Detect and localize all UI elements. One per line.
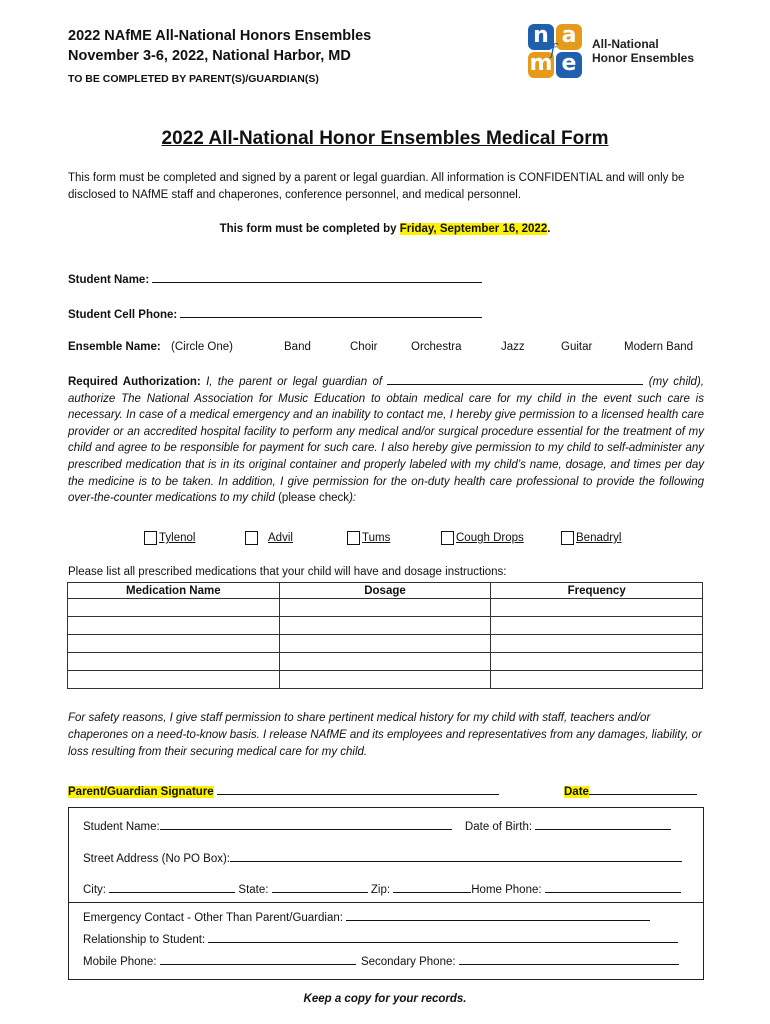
zip-label: Zip: (370, 884, 391, 896)
signature-label: Parent/Guardian Signature (68, 786, 214, 798)
checkbox-icon[interactable] (441, 531, 454, 545)
logo-tile-m: m (529, 51, 553, 76)
student-info-box (68, 807, 704, 903)
mobile-phone-label: Mobile Phone: (83, 956, 157, 968)
table-row (68, 617, 703, 635)
medication-table-header (68, 583, 703, 599)
date-input-line[interactable] (589, 783, 697, 795)
form-title: 2022 All-National Honor Ensembles Medical Form (161, 128, 609, 149)
authorization-check: check (319, 492, 350, 505)
table-row (68, 653, 703, 671)
frequency-cell[interactable] (491, 617, 703, 635)
city-line[interactable] (109, 881, 235, 893)
intro-paragraph: This form must be completed and signed by a parent or legal guardian. All information is CONFIDENTIAL and will only be disclosed to NAfME staff and chaperones, conference personnel, and medical personnel. (68, 172, 685, 201)
logo-f-mark: f (550, 40, 556, 59)
address-line[interactable] (230, 850, 682, 862)
authorization-please: (please (278, 492, 316, 505)
student-name-field (68, 271, 482, 286)
info-student-name-label: Student Name: (83, 821, 160, 833)
table-row (68, 599, 703, 617)
dosage-cell[interactable] (279, 671, 491, 689)
zip-line[interactable] (393, 881, 471, 893)
ensemble-option-band[interactable]: Band (284, 341, 311, 353)
mobile-phone-line[interactable] (160, 953, 356, 965)
deadline-notice (0, 223, 770, 235)
dosage-cell[interactable] (279, 653, 491, 671)
student-name-label: Student Name: (68, 274, 150, 286)
frequency-cell[interactable] (491, 671, 703, 689)
table-row (68, 671, 703, 689)
otc-tylenol-label: Tylenol (159, 532, 196, 544)
phone-row (83, 953, 679, 968)
medication-cell[interactable] (68, 671, 280, 689)
child-name-input-line[interactable] (387, 374, 643, 385)
date-label: Date (564, 786, 589, 798)
completion-note: TO BE COMPLETED BY PARENT(S)/GUARDIAN(S) (68, 73, 319, 85)
relationship-label: Relationship to Student: (83, 934, 206, 946)
otc-advil-label: Advil (268, 532, 293, 544)
event-title: 2022 NAfME All-National Honors Ensembles (68, 28, 372, 44)
otc-benadryl-label: Benadryl (576, 532, 622, 544)
relationship-line[interactable] (208, 931, 678, 943)
footer-note: Keep a copy for your records. (303, 993, 467, 1005)
emergency-contact-row (83, 909, 650, 924)
ensemble-option-orchestra[interactable]: Orchestra (411, 341, 462, 353)
student-name-input-line[interactable] (152, 271, 482, 283)
student-phone-input-line[interactable] (180, 306, 482, 318)
student-name-row (83, 818, 671, 833)
ensemble-option-modern-band[interactable]: Modern Band (624, 341, 694, 353)
otc-tums-label: Tums (362, 532, 391, 544)
checkbox-icon[interactable] (144, 531, 157, 545)
logo-tile-e: e (556, 52, 582, 78)
student-phone-field (68, 306, 482, 321)
medication-cell[interactable] (68, 617, 280, 635)
city-state-row (83, 881, 681, 896)
logo-wordmark (592, 37, 694, 65)
authorization-paragraph (68, 374, 704, 507)
authorization-part2: (my child), authorize The National Association for Music Education to obtain medical care for my child in the event such care is necessary. In case of a medical emergency and an inability to contact me, I hereby give permission to a licensed health care provider or an accredited hospital facility to perform any medical and/or surgical procedure essential for the treatment of my child and agree to be responsible for payment for such care. I also hereby give permission to my child to self-administer any prescribed medication that is in its original container and properly labeled with my child’s name, dosage, and times per day the medicine is to be taken. In addition, I give permission for the on-duty health care professional to provide the following over-the-counter medications to my child (68, 376, 704, 505)
table-row (68, 635, 703, 653)
safety-paragraph: For safety reasons, I give staff permission to share pertinent medical history for my child with staff, teachers and/or chaperones on a need-to-know basis. I release NAfME and its employees and representatives from any damages, liability, or loss resulting from their securing medical care for my child. (68, 712, 702, 758)
medication-cell[interactable] (68, 653, 280, 671)
city-label: City: (83, 884, 106, 896)
address-label: Street Address (No PO Box): (83, 853, 231, 865)
nafme-logo (528, 22, 698, 80)
state-line[interactable] (272, 881, 368, 893)
home-phone-line[interactable] (545, 881, 681, 893)
emergency-contact-label: Emergency Contact - Other Than Parent/Guardian: (83, 912, 343, 924)
medication-cell[interactable] (68, 599, 280, 617)
medication-cell[interactable] (68, 635, 280, 653)
dosage-cell[interactable] (279, 617, 491, 635)
otc-cough-drops-label: Cough Drops (456, 532, 524, 544)
signature-field (68, 783, 499, 798)
student-phone-label: Student Cell Phone: (68, 309, 178, 321)
dosage-cell[interactable] (279, 599, 491, 617)
relationship-row (83, 931, 678, 946)
medication-intro: Please list all prescribed medications that your child will have and dosage instructions: (68, 566, 507, 578)
deadline-prefix: This form must be completed by (219, 223, 400, 235)
checkbox-icon[interactable] (561, 531, 574, 545)
secondary-phone-line[interactable] (459, 953, 679, 965)
authorization-label: Required Authorization: (68, 376, 201, 388)
frequency-cell[interactable] (491, 599, 703, 617)
dob-label: Date of Birth: (464, 821, 533, 833)
dob-line[interactable] (535, 818, 671, 830)
ensemble-instruction: (Circle One) (171, 341, 233, 353)
medication-table (67, 582, 703, 689)
logo-line-2: Honor Ensembles (592, 51, 695, 65)
event-date-location: November 3-6, 2022, National Harbor, MD (68, 48, 351, 64)
checkbox-icon[interactable] (347, 531, 360, 545)
authorization-part1: I, the parent or legal guardian of (206, 376, 383, 388)
info-student-name-line[interactable] (160, 818, 452, 830)
otc-tums[interactable] (347, 531, 390, 545)
ensemble-option-guitar[interactable]: Guitar (561, 341, 593, 353)
ensemble-label: Ensemble Name: (68, 341, 161, 353)
header-medication-name: Medication Name (68, 583, 280, 599)
secondary-phone-label: Secondary Phone: (360, 956, 456, 968)
logo-tile-a: a (556, 24, 582, 50)
deadline-date: Friday, September 16, 2022 (399, 223, 548, 235)
form-header (68, 26, 371, 89)
logo-line-1: All-National (592, 37, 659, 51)
checkbox-icon[interactable] (245, 531, 258, 545)
header-dosage: Dosage (279, 583, 491, 599)
ensemble-option-choir[interactable]: Choir (350, 341, 378, 353)
address-row (83, 850, 682, 865)
frequency-cell[interactable] (491, 653, 703, 671)
emergency-contact-box (68, 902, 704, 980)
frequency-cell[interactable] (491, 635, 703, 653)
state-label: State: (238, 884, 269, 896)
header-frequency: Frequency (491, 583, 703, 599)
ensemble-option-jazz[interactable]: Jazz (501, 341, 525, 353)
home-phone-label: Home Phone: (471, 884, 542, 896)
authorization-end: ): (349, 492, 357, 505)
otc-tylenol[interactable] (144, 531, 195, 545)
otc-benadryl[interactable] (561, 531, 621, 545)
dosage-cell[interactable] (279, 635, 491, 653)
date-field (564, 783, 697, 798)
signature-input-line[interactable] (217, 783, 499, 795)
otc-cough-drops[interactable] (441, 531, 524, 545)
deadline-suffix: . (547, 223, 551, 235)
emergency-contact-line[interactable] (346, 909, 650, 921)
otc-advil[interactable] (245, 531, 293, 545)
logo-tile-n: n (528, 24, 554, 50)
